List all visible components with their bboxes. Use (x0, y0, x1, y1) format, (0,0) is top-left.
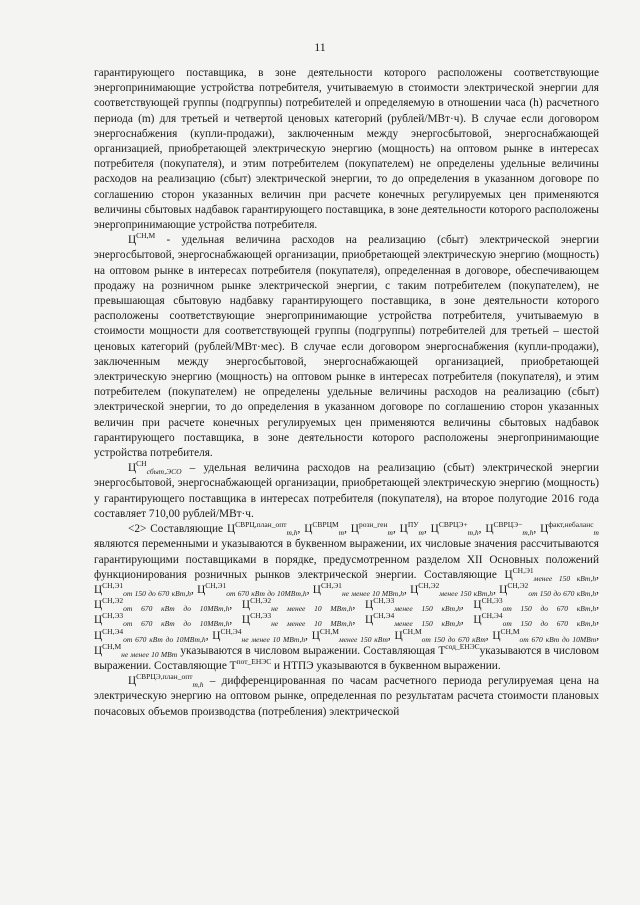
var-e1-670-10m: $Ц^{СН,Э1}_{от 670 кВт до 10МВт,h}$ (197, 580, 307, 598)
var-svrce-plus: $Ц^{СВРЦЭ+}_{m,h}$ (430, 520, 479, 538)
var-ts-sn-m: $Ц^{СН,М}$ (128, 231, 156, 247)
var-e4-gt10m: $Ц^{СН,Э4}_{не менее 10 МВт,h}$ (212, 626, 306, 644)
paragraph-5: $Ц^{СВРЦЭ,план\_опт}_{m,h}$ – дифференцированная по часам расчетного периода регулируемая цена на электрическую энергию на оптовом рынке, определенная по результатам расчета стоимости плановых почасовых объемов производства (потребления) электрической (94, 672, 599, 718)
page-number: 11 (314, 40, 326, 54)
var-e3-670-10m: $Ц^{СН,Э3}_{от 670 кВт до 10МВт,h}$ (94, 611, 230, 629)
document-body (94, 66, 599, 720)
var-pu: $Ц^{ПУ}_m$ (399, 520, 424, 538)
var-e4-670-10m: $Ц^{СН,Э4}_{от 670 кВт до 10МВт,h}$ (94, 626, 206, 644)
var-fakt-nebalans: $Ц^{факт,небаланс}_m$ (540, 520, 599, 538)
var-e1-lt150: $Ц^{СН,Э1}_{менее 150 кВт,h}$ (504, 565, 597, 583)
var-e3-gt10m: $Ц^{СН,Э3}_{не менее 10 МВт,h}$ (241, 611, 353, 629)
paragraph-2: $Ц^{СН,М}$ - удельная величина расходов на реализацию (сбыт) электрической энергии энергосбытовой, энергоснабжающей организации, приобретающей электрическую энергию (мощность) на оптовом рынке в интересах потребителя (покупателя), определенная в договоре, обеспечивающем продажу на розничном рынке электрической энергии, с таким потребителем (покупателем), не превышающая сбытовую надбавку гарантирующего поставщика, в зоне деятельности которого расположены соответствующие энергопринимающие устройства потребителя, учитываемую в стоимости мощности для соответствующей группы (подгруппы) потребителей для третьей – шестой ценовых категорий (рублей/МВт·мес). В случае если договором энергоснабжения (купли-продажи), заключенным между энергосбытовой, энергоснабжающей организацией, приобретающей электрическую энергию (мощность) на оптовом рынке в интересах потребителя (покупателя), и этим потребителем (покупателем) не определены удельные величины расходов на реализацию (сбыт) электрической энергии, то до определения в указанном договоре по соглашению сторон указанных величин при расчете конечных регулируемых цен применяются величины сбытовых надбавок гарантирующего поставщика, в зоне деятельности которого расположены энергопринимающие устройства потребителя. (94, 231, 599, 460)
var-ts-sn-sbyt-eso: $Ц^{СН}_{сбыт,ЭСО}$ (128, 459, 182, 477)
paragraph-3: $Ц^{СН}_{сбыт,ЭСО}$ – удельная величина расходов на реализацию (сбыт) электрической энергии энергосбытовой, энергоснабжающей организации, приобретающей электрическую энергию (мощность) у гарантирующего поставщика в интересах потребителя (покупателя), на второе полугодие 2016 года составляет 710,00 рублей/МВт·ч. (94, 459, 599, 520)
var-m-gt10m: $Ц^{СН,М}_{не менее 10 МВт}$ (94, 641, 178, 659)
var-e3-150-670: $Ц^{СН,Э3}_{от 150 до 670 кВт,h}$ (473, 596, 597, 614)
var-e2-150-670: $Ц^{СН,Э2}_{от 150 до 670 кВт,h}$ (499, 580, 597, 598)
var-e2-670-10m: $Ц^{СН,Э2}_{от 670 кВт до 10МВт,h}$ (94, 596, 230, 614)
paragraph-1: гарантирующего поставщика, в зоне деятельности которого расположены соответствующие энергопринимающие устройства потребителя, учитываемую в стоимости электрической энергии для соответствующей группы (подгруппы) потребителей и определяемую в отношении часа (h) расчетного периода (m) для третьей и четвертой ценовых категорий (рублей/МВт·ч). В случае если договором энергоснабжения (купли-продажи), заключенным между энергосбытовой, энергоснабжающей организацией, приобретающей электрическую энергию (мощность) на оптовом рынке в интересах потребителя (покупателя), и этим потребителем (покупателем) не определены удельные величины расходов на реализацию (сбыт) электрической энергии, то до определения в указанном договоре по соглашению сторон указанных величин при расчете конечных регулируемых цен применяются величины сбытовых надбавок гарантирующего поставщика, в зоне деятельности которого расположены энергопринимающие устройства потребителя. (94, 67, 599, 232)
var-t-pot-enes: $Т^{пот\_ЕНЭС}$ (229, 656, 272, 672)
paragraph-4: <2> Составляющие $Ц^{СВРЦ,план\_опт}_{m,h}$, $Ц^{СВРЦМ}_m$, $Ц^{розн\_ген}_m$, $Ц^{ПУ}_m$, $Ц^{СВРЦЭ+}_{m,h}$, $Ц^{СВРЦЭ-}_{m,h}$, $Ц^{факт,небаланс}_m$ являются переменными и указываются в буквенном выражении, их числовые значения рассчитываются гарантирующими поставщиками в порядке, предусмотренном разделом XII Основных положений функционирования розничных рынков электрической энергии. Составляющие $Ц^{СН,Э1}_{менее 150 кВт,h}$, $Ц^{СН,Э1}_{от 150 до 670 кВт,h}$, $Ц^{СН,Э1}_{от 670 кВт до 10МВт,h}$, $Ц^{СН,Э1}_{не менее 10 МВт,h}$, $Ц^{СН,Э2}_{менее 150 кВт,h}$, $Ц^{СН,Э2}_{от 150 до 670 кВт,h}$, $Ц^{СН,Э2}_{от 670 кВт до 10МВт,h}$, $Ц^{СН,Э2}_{не менее 10 МВт,h}$, $Ц^{СН,Э3}_{менее 150 кВт,h}$, $Ц^{СН,Э3}_{от 150 до 670 кВт,h}$, $Ц^{СН,Э3}_{от 670 кВт до 10МВт,h}$, $Ц^{СН,Э3}_{не менее 10 МВт,h}$, $Ц^{СН,Э4}_{менее 150 кВт,h}$, $Ц^{СН,Э4}_{от 150 до 670 кВт,h}$, $Ц^{СН,Э4}_{от 670 кВт до 10МВт,h}$, $Ц^{СН,Э4}_{не менее 10 МВт,h}$, $Ц^{СН,М}_{менее 150 кВт}$, $Ц^{СН,М}_{от 150 до 670 кВт}$, $Ц^{СН,М}_{от 670 кВт до 10МВт}$, $Ц^{СН,М}_{не менее 10 МВт}$ указываются в числовом выражении. Составляющая $Т^{сод\_ЕНЭС}указываются$ в числовом выражении. Составляющие $Т^{пот\_ЕНЭС}$ и НТПЭ указываются в буквенном выражении. (94, 520, 600, 672)
var-e2-gt10m: $Ц^{СН,Э2}_{не менее 10 МВт,h}$ (241, 596, 353, 614)
var-svrce-minus: $Ц^{СВРЦЭ-}_{m,h}$ (485, 520, 534, 538)
var-svrcm: $Ц^{СВРЦМ}_m$ (304, 520, 345, 538)
var-e1-150-670: $Ц^{СН,Э1}_{от 150 до 670 кВт,h}$ (94, 580, 192, 598)
var-e4-150-670: $Ц^{СН,Э4}_{от 150 до 670 кВт,h}$ (473, 611, 597, 629)
var-t-sod-enes: $Т^{сод\_ЕНЭС}$ (438, 641, 480, 657)
var-svrc-plan-opt: $Ц^{СВРЦ,план\_опт}_{m,h}$ (226, 520, 298, 538)
var-e4-lt150: $Ц^{СН,Э4}_{менее 150 кВт,h}$ (365, 611, 461, 629)
var-svrce-plan-opt: $Ц^{СВРЦЭ,план\_опт}_{m,h}$ (128, 672, 204, 690)
var-e2-lt150: $Ц^{СН,Э2}_{менее 150 кВт,h}$ (410, 580, 494, 598)
var-m-lt150: $Ц^{СН,М}_{менее 150 кВт}$ (311, 626, 388, 644)
var-m-150-670: $Ц^{СН,М}_{от 150 до 670 кВт}$ (394, 626, 486, 644)
var-e1-gt10m: $Ц^{СН,Э1}_{не менее 10 МВт,h}$ (312, 580, 405, 598)
var-rozn-gen: $Ц^{розн\_ген}_m$ (350, 520, 393, 538)
var-e3-lt150: $Ц^{СН,Э3}_{менее 150 кВт,h}$ (365, 596, 461, 614)
var-m-670-10m: $Ц^{СН,М}_{от 670 кВт до 10МВт}$ (492, 626, 597, 644)
